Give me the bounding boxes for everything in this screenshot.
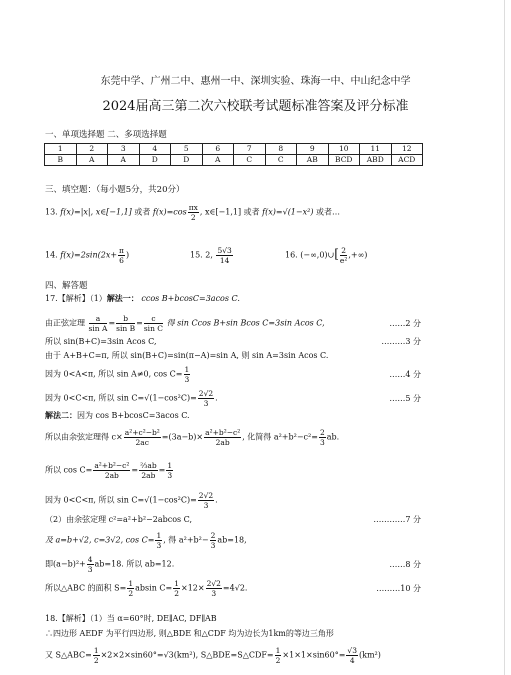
- answer-number-cell: 3: [108, 144, 140, 155]
- l12-frac-2: [173, 579, 180, 598]
- l1-f2n: b: [116, 314, 135, 324]
- l1-f3d: sin C: [143, 324, 164, 333]
- answer-value-cell: AB: [297, 155, 329, 166]
- l4-num: 1: [184, 365, 190, 374]
- answer-value-cell: A: [108, 155, 140, 166]
- l12-f1n: 1: [128, 579, 134, 588]
- l12-f1d: 2: [128, 589, 134, 598]
- q14-frac-num: π: [119, 246, 124, 255]
- q15-number: 15.: [190, 250, 203, 260]
- section1-heading: 一、单项选择题 二、多项选择题: [45, 130, 167, 140]
- l7-frac-1: [93, 461, 130, 480]
- q13-frac-num: πx: [188, 203, 198, 212]
- l1-f1d: sin A: [88, 324, 108, 333]
- l6-f1d: 2ac: [135, 438, 149, 447]
- answer-value-cell: ACD: [391, 155, 423, 166]
- q18-line-3: [45, 646, 381, 665]
- l4-text: 因为 0<A<π, 所以 sin A≠0, cos C=: [45, 369, 183, 379]
- l6-f1n: a²+c²−b²: [124, 428, 160, 437]
- q16-interval-left: (−∞,0)∪: [300, 250, 335, 260]
- answer-number-cell: 7: [234, 144, 266, 155]
- l1-text1: 由正弦定理: [45, 318, 85, 328]
- answer-table: [44, 143, 423, 166]
- answer-number-cell: 2: [76, 144, 108, 155]
- q13-fraction: [188, 203, 199, 222]
- q17-line-12: [45, 579, 247, 598]
- l11-den: 3: [87, 565, 93, 574]
- q13-or3: 或者…: [316, 207, 340, 217]
- method2-label: 解法二：: [45, 410, 77, 420]
- answer-number-cell: 10: [328, 144, 360, 155]
- l1-f1n: a: [89, 314, 108, 324]
- l7-f2n: ⅔ab: [140, 461, 157, 470]
- l5-num: 2√2: [198, 389, 214, 398]
- q15-frac-den: 14: [219, 256, 230, 265]
- l5-den: 3: [203, 399, 209, 408]
- method1-label: 解法一：: [106, 293, 139, 303]
- l12-text3: ×12×: [181, 583, 205, 593]
- l11-text2: ab=18. 所以 ab=12.: [94, 559, 175, 569]
- l7-frac-3: [166, 461, 173, 480]
- section3-heading: 三、填空题：（每小题5分，共20分）: [45, 185, 185, 195]
- q18-l3-frac-3: [346, 646, 358, 665]
- q13-option-a: f(x)=|x|, x∈[−1,1]: [60, 207, 132, 217]
- l12-f3n: 2√2: [206, 579, 221, 588]
- q17-line-10: [45, 531, 247, 550]
- q14-line: [45, 246, 129, 265]
- answer-value-cell: B: [45, 155, 77, 166]
- l12-f2n: 1: [174, 579, 179, 588]
- q18-l3-den2: 2: [275, 656, 281, 665]
- q18-l3-num3: √3: [347, 646, 357, 655]
- q15-frac-num: 5√3: [217, 246, 232, 255]
- l12-text1: 所以△ABC 的面积 S=: [45, 583, 127, 593]
- q18-line-1: 18.【解析】（1）当 α=60°时, DE∥AC, DF∥AB: [45, 614, 217, 623]
- l7-text1: 所以 cos C=: [45, 465, 93, 475]
- answer-value-cell: A: [76, 155, 108, 166]
- q17-line-6: [45, 428, 339, 447]
- l10-text2: , 得 a²+b²−: [163, 535, 209, 545]
- q13-or2: 或者: [243, 207, 260, 217]
- q16-fraction: [340, 246, 347, 265]
- q16-frac-den: e²: [339, 256, 348, 265]
- q15-fraction: [216, 246, 232, 265]
- q15-answer-1: 2,: [205, 250, 213, 260]
- q17-line-8: 因为 0<C<π, 所以 sin C=√(1−cos²C)= $\frac{2√2}{3}$ .: [45, 491, 218, 510]
- q17-header: [45, 293, 240, 304]
- l8-num: 2√2: [198, 491, 214, 500]
- q14-fraction: [118, 246, 125, 265]
- l7-f3n: 1: [167, 461, 173, 470]
- l7-f2d: 2ab: [141, 471, 156, 480]
- l2-points: ………3 分: [381, 337, 421, 346]
- l11-frac: [87, 555, 94, 574]
- l10-frac-2: [210, 531, 217, 550]
- l6-frac-3: [319, 428, 326, 447]
- l11-points: ……8 分: [389, 560, 421, 569]
- l6-f2d: 2ab: [215, 438, 230, 447]
- q18-l3-text4: (km²): [358, 650, 381, 660]
- l7-text2: =: [131, 465, 139, 475]
- answer-value-cell: C: [265, 155, 297, 166]
- l12-text4: =4√2.: [222, 583, 248, 593]
- l4-frac: [184, 365, 191, 384]
- q13-number: 13.: [45, 207, 58, 217]
- answer-number-cell: 5: [171, 144, 203, 155]
- q17-line-11: [45, 555, 174, 574]
- q14-number: 14.: [45, 250, 58, 260]
- q17-label: 17.【解析】（1）: [45, 294, 107, 303]
- page-title: 2024届高三第二次六校联考试题标准答案及评分标准: [102, 99, 409, 114]
- q17-line-5: 因为 0<C<π, 所以 sin C=√(1−cos²C)= $\frac{2√2}{3}$ .: [45, 389, 218, 408]
- q13-option-b: f(x)=cos: [152, 207, 187, 217]
- l6-f3n: 2: [319, 428, 325, 437]
- l5-text: 因为 0<C<π, 所以 sin C=√(1−cos²C)=: [45, 393, 197, 403]
- l6-f2n: a²+b²−c²: [205, 428, 241, 437]
- q18-l3-frac-2: [275, 646, 282, 665]
- q18-line-2: ∴四边形 AEDF 为平行四边形, 则△BDE 和△CDF 均为边长为1km的等边三角形: [45, 629, 334, 638]
- q18-l3-den: 2: [93, 656, 99, 665]
- answer-value-cell: D: [171, 155, 203, 166]
- l1-f3n: c: [144, 314, 163, 324]
- q16-interval-right: ,+∞): [348, 250, 368, 260]
- method2-given: 因为 cos B+bcosC=3acos C.: [77, 411, 190, 420]
- l11-num: 4: [87, 555, 93, 564]
- l12-points: ………10 分: [376, 584, 421, 593]
- l6-text4: ab.: [326, 432, 340, 442]
- q16-frac-num: 2: [341, 246, 347, 255]
- l6-frac-2: [204, 428, 241, 447]
- answer-number-cell: 8: [265, 144, 297, 155]
- l4-den: 3: [184, 375, 190, 384]
- answer-value-cell: ABD: [360, 155, 392, 166]
- l1-frac-3: [144, 314, 163, 333]
- l4-points: ……4 分: [389, 370, 421, 379]
- q16-line: 16. (−∞,0)∪[ $\frac{2}{\text{e²}}$ ,+∞): [285, 246, 368, 265]
- l7-f3d: 3: [167, 471, 173, 480]
- l8-den: 3: [203, 501, 209, 510]
- l5-points: ……5 分: [389, 394, 421, 403]
- method1-given: ccos B+bcosC=3acos C.: [141, 294, 240, 303]
- l7-f1d: 2ab: [104, 471, 119, 480]
- answer-value-cell: A: [202, 155, 234, 166]
- l10-text3: ab=18,: [217, 535, 247, 545]
- answer-number-cell: 9: [297, 144, 329, 155]
- q14-expr-close: ): [125, 250, 130, 260]
- answer-number-cell: 12: [391, 144, 423, 155]
- answer-number-cell: 11: [360, 144, 392, 155]
- q18-l3-frac-1: [93, 646, 100, 665]
- answer-value-cell: BCD: [328, 155, 360, 166]
- l6-text1: 所以由余弦定理得 c×: [45, 432, 123, 442]
- q13-frac-den: 2: [190, 213, 196, 222]
- l8-frac: [198, 491, 214, 510]
- q17-line-4: [45, 365, 191, 384]
- q18-l3-text1: 又 S△ABC=: [45, 650, 92, 660]
- answer-number-cell: 6: [202, 144, 234, 155]
- l10-den2: 3: [210, 541, 216, 550]
- answer-table-numbers: [45, 144, 423, 155]
- q18-l3-num2: 1: [275, 646, 281, 655]
- section4-heading: 四、解答题: [45, 281, 88, 291]
- l12-text2: absin C=: [135, 583, 173, 593]
- l6-text2: =(3a−b)×: [161, 432, 204, 442]
- q14-expr: f(x)=2sin(2x+: [60, 250, 118, 260]
- l10-frac-1: [155, 531, 162, 550]
- q17-line-2: 所以 sin(B+C)=3sin Acos C,: [45, 337, 157, 346]
- q17-line-9: （2）由余弦定理 c²=a²+b²−2abcos C,: [45, 515, 193, 524]
- l12-f2d: 2: [174, 589, 179, 598]
- l1-frac-1: [89, 314, 108, 333]
- l1-text2: 得 sin Ccos B+sin Bcos C=3sin Acos C,: [166, 318, 325, 328]
- l1-f2d: sin B: [116, 324, 136, 333]
- q18-l3-text2: ×2×2×sin60°=√3(km²), S△BDE=S△CDF=: [100, 650, 274, 660]
- q14-frac-den: 6: [119, 256, 124, 265]
- answer-number-cell: 4: [139, 144, 171, 155]
- answer-value-cell: C: [234, 155, 266, 166]
- l10-num2: 2: [210, 531, 216, 540]
- q13-option-b-domain: , x∈[−1,1]: [199, 207, 242, 217]
- method2-header: [45, 410, 190, 421]
- l7-f1n: a²+b²−c²: [94, 461, 130, 470]
- l1-frac-2: [116, 314, 135, 333]
- q13-option-c: f(x)=√(1−x²): [262, 207, 314, 217]
- l12-frac-1: [127, 579, 134, 598]
- l11-text1: 即(a−b)²+: [45, 559, 86, 569]
- l5-frac: [198, 389, 214, 408]
- l10-den: 3: [156, 541, 162, 550]
- l9-points: …………7 分: [373, 515, 421, 524]
- q13-or1: 或者: [134, 207, 151, 217]
- q18-l3-text3: ×1×1×sin60°=: [282, 650, 346, 660]
- l6-text3: , 化简得 a²+b²−c²=: [242, 432, 318, 442]
- l6-f3d: 3: [319, 438, 325, 447]
- l12-frac-3: [206, 579, 222, 598]
- q18-l3-den3: 4: [349, 656, 355, 665]
- q18-l3-num: 1: [93, 646, 99, 655]
- q16-number: 16.: [285, 250, 298, 260]
- l1-points: ……2 分: [389, 319, 421, 328]
- l10-text1: 及 a=b+√2, c=3√2, cos C=: [45, 535, 155, 545]
- l6-frac-1: [124, 428, 161, 447]
- q15-line: [190, 246, 234, 265]
- q17-line-1: 由正弦定理 $\frac{a}{\text{sin A}}$ = $\frac{b}{\text{sin B}}$ = $\frac{c}{\text{sin C}}$ 得 sin Ccos B+sin Bcos C=3sin Acos C,: [45, 314, 325, 333]
- l10-num: 1: [156, 531, 162, 540]
- q13-line: [45, 203, 340, 222]
- q17-line-7: [45, 461, 174, 480]
- answer-number-cell: 1: [45, 144, 77, 155]
- l8-text: 因为 0<C<π, 所以 sin C=√(1−cos²C)=: [45, 495, 197, 505]
- l7-frac-2: [139, 461, 158, 480]
- l7-text3: =: [158, 465, 166, 475]
- schools-line: 东莞中学、广州二中、惠州一中、深圳实验、珠海一中、中山纪念中学: [100, 76, 411, 87]
- answer-value-cell: D: [139, 155, 171, 166]
- q17-line-3: 由于 A+B+C=π, 所以 sin(B+C)=sin(π−A)=sin A, 则 sin A=3sin Acos C.: [45, 351, 329, 360]
- l12-f3d: 3: [211, 589, 217, 598]
- answer-table-answers: [45, 155, 423, 166]
